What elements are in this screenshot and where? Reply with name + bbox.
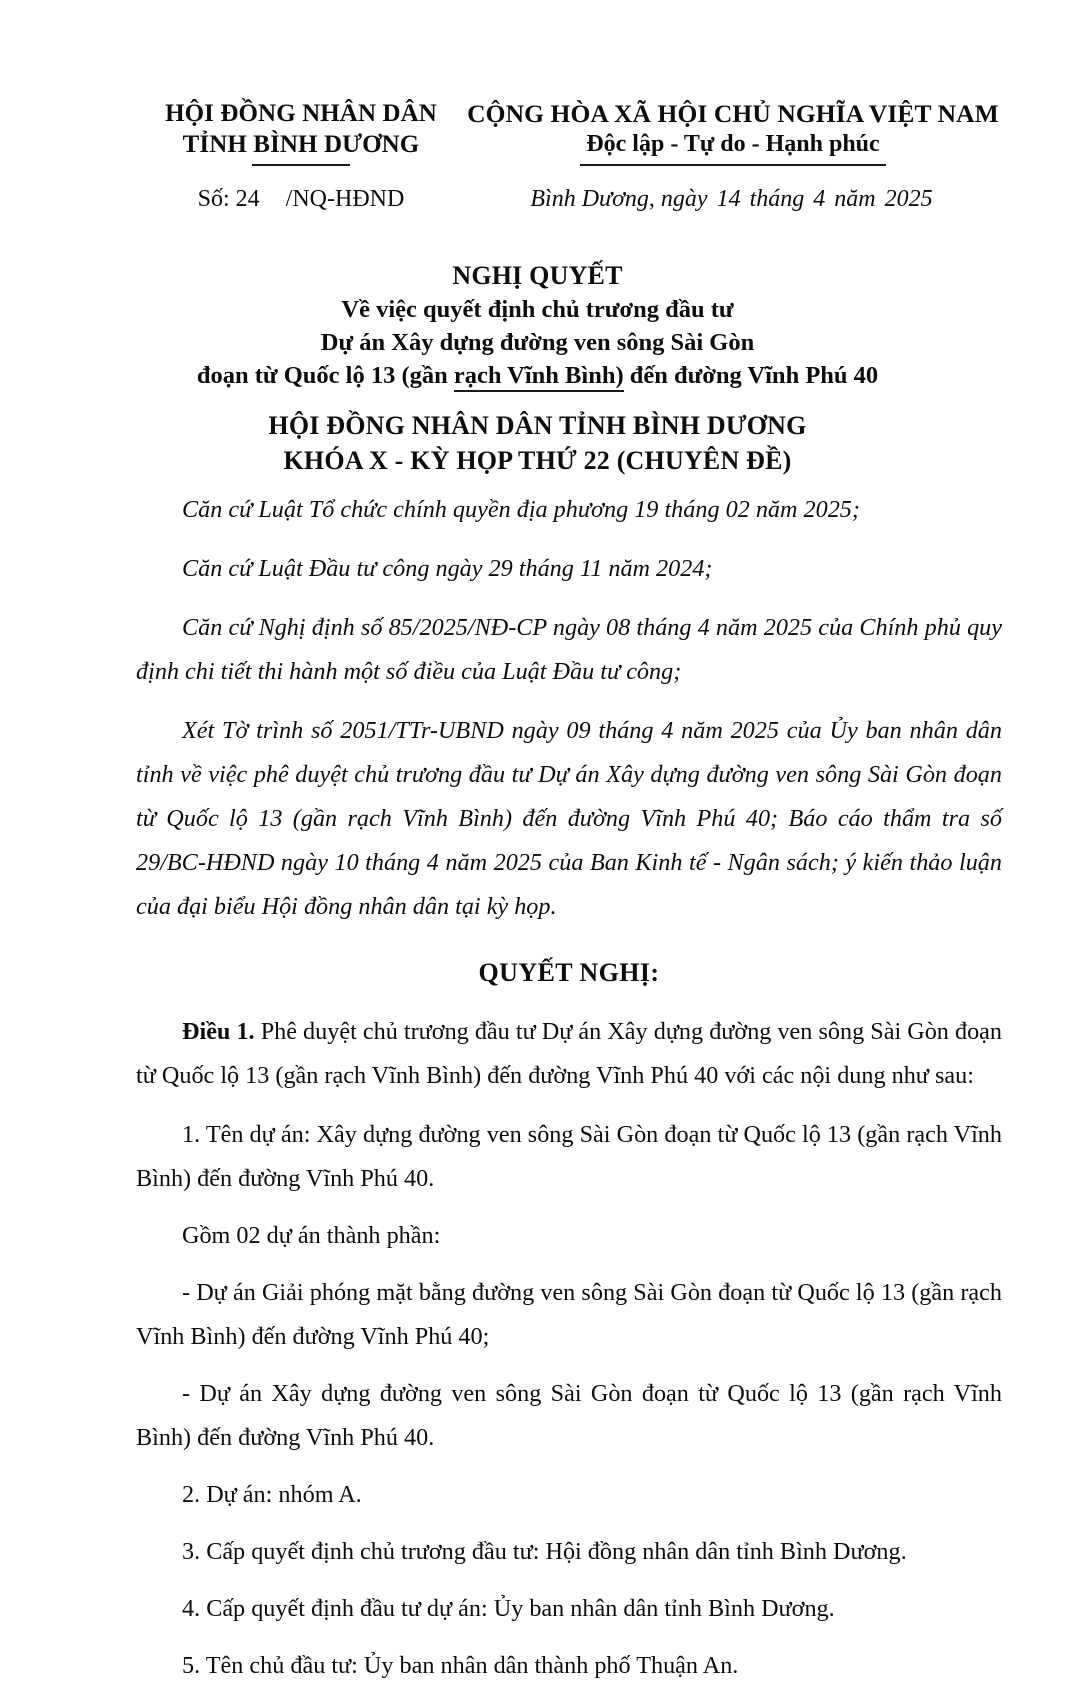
item-component-projects-intro: Gồm 02 dự án thành phần: [182,1222,441,1249]
article-1-text: Phê duyệt chủ trương đầu tư Dự án Xây dựng đường ven sông Sài Gòn đoạn từ Quốc lộ 13 (gần rạch Vĩnh Bình) đến đường Vĩnh Phú 40 với các nội dung như sau: [136,1018,1003,1089]
document-number-suffix: /NQ-HĐND [285,186,405,212]
council-name: HỘI ĐỒNG NHÂN DÂN TỈNH BÌNH DƯƠNG [268,411,807,440]
date-month: 4 [813,186,826,212]
subject-line-3-part-2: đến đường Vĩnh Phú 40 [623,362,879,389]
council-heading-block [60,408,1015,478]
document-subject-line-1: Về việc quyết định chủ trương đầu tư [341,296,734,323]
national-motto-underline [580,164,886,166]
document-number-prefix: Số: 24 [197,186,260,212]
place-date-prefix: Bình Dương, ngày [530,186,708,212]
item-1-project-name: 1. Tên dự án: Xây dựng đường ven sông Sài Gòn đoạn từ Quốc lộ 13 (gần rạch Vĩnh Bình) đến đường Vĩnh Phú 40. [136,1121,1002,1192]
date-month-label: tháng [749,186,805,212]
issuing-authority-line-2: TỈNH BÌNH DƯƠNG [182,131,420,158]
preamble-paragraph-1: Căn cứ Luật Tổ chức chính quyền địa phương 19 tháng 02 năm 2025; [182,496,860,523]
preamble-paragraph-2: Căn cứ Luật Đầu tư công ngày 29 tháng 11 năm 2024; [182,555,713,582]
subject-line-3-underlined: rạch Vĩnh Bình) [454,362,624,392]
document-type-heading: NGHỊ QUYẾT [452,261,623,290]
component-project-2: - Dự án Xây dựng đường ven sông Sài Gòn đoạn từ Quốc lộ 13 (gần rạch Vĩnh Bình) đến đường Vĩnh Phú 40. [136,1380,1002,1451]
document-title-block [60,259,1015,392]
council-session: KHÓA X - KỲ HỌP THỨ 22 (CHUYÊN ĐỀ) [283,446,792,475]
document-subject-line-2: Dự án Xây dựng đường ven sông Sài Gòn [320,329,755,356]
national-name: CỘNG HÒA XÃ HỘI CHỦ NGHĨA VIỆT NAM [467,99,999,128]
document-number [136,186,466,213]
date-day: 14 [716,186,741,212]
place-and-date [466,186,1000,213]
document-subject-line-3 [60,359,1015,392]
document-body [136,488,1002,1688]
article-1-paragraph [136,1010,1002,1098]
component-project-1: - Dự án Giải phóng mặt bằng đường ven sông Sài Gòn đoạn từ Quốc lộ 13 (gần rạch Vĩnh Bình) đến đường Vĩnh Phú 40; [136,1279,1002,1350]
masthead [136,98,1000,166]
preamble-paragraph-3: Căn cứ Nghị định số 85/2025/NĐ-CP ngày 08 tháng 4 năm 2025 của Chính phủ quy định chi tiết thi hành một số điều của Luật Đầu tư công; [136,614,1002,685]
issuing-authority-block [136,98,466,166]
item-3-policy-decision-level: 3. Cấp quyết định chủ trương đầu tư: Hội đồng nhân dân tỉnh Bình Dương. [182,1538,907,1565]
national-motto: Độc lập - Tự do - Hạnh phúc [586,131,880,157]
resolve-heading: QUYẾT NGHỊ: [478,958,660,987]
item-2-project-group: 2. Dự án: nhóm A. [182,1481,362,1508]
issuing-authority-underline [252,164,350,166]
issuing-authority-line-1: HỘI ĐỒNG NHÂN DÂN [165,100,437,127]
date-year-label: năm [834,186,876,212]
date-year: 2025 [884,186,933,212]
item-4-investment-decision-level: 4. Cấp quyết định đầu tư dự án: Ủy ban nhân dân tỉnh Bình Dương. [182,1595,835,1622]
national-header-block [466,98,1000,166]
preamble-paragraph-4: Xét Tờ trình số 2051/TTr-UBND ngày 09 tháng 4 năm 2025 của Ủy ban nhân dân tỉnh về việc phê duyệt chủ trương đầu tư Dự án Xây dựng đường ven sông Sài Gòn đoạn từ Quốc lộ 13 (gần rạch Vĩnh Bình) đến đường Vĩnh Phú 40; Báo cáo thẩm tra số 29/BC-HĐND ngày 10 tháng 4 năm 2025 của Ban Kinh tế - Ngân sách; ý kiến thảo luận của đại biểu Hội đồng nhân dân tại kỳ họp. [136,717,1002,920]
article-1-label: Điều 1. [182,1018,255,1045]
document-number-row [136,186,1000,213]
item-5-investor-name: 5. Tên chủ đầu tư: Ủy ban nhân dân thành phố Thuận An. [182,1652,739,1679]
subject-line-3-part-1: đoạn từ Quốc lộ 13 (gần [196,362,454,389]
